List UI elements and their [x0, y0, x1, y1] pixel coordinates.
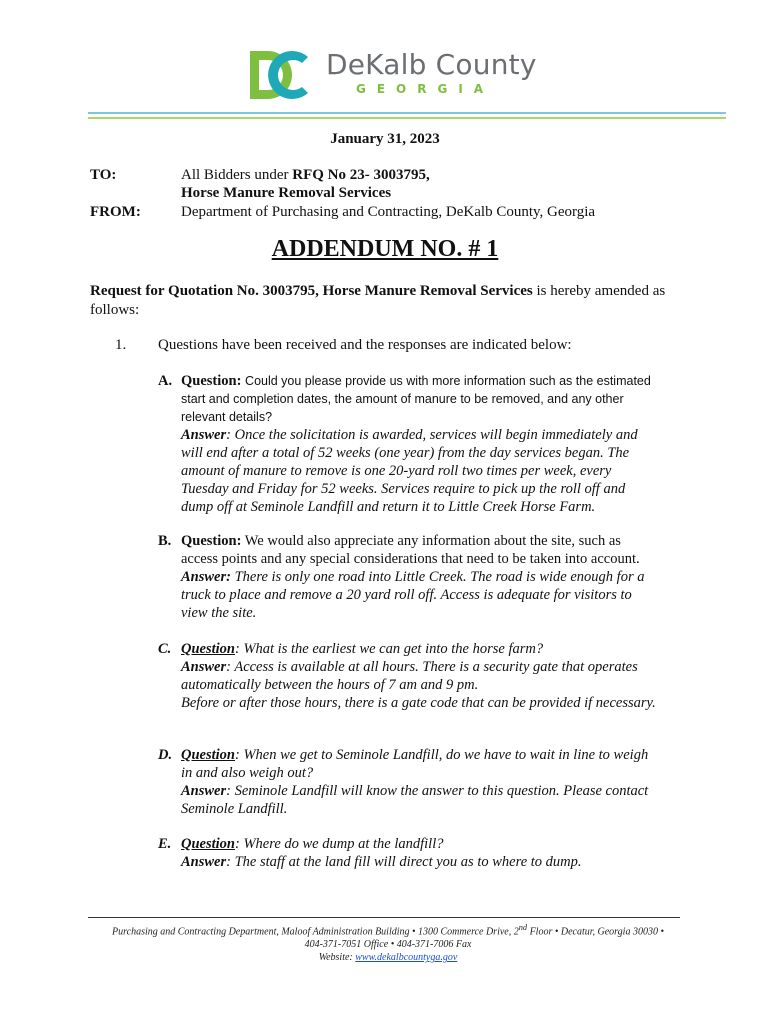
- from-value: Department of Purchasing and Contracting, DeKalb County, Georgia: [181, 204, 596, 220]
- answer-line: will end after a total of 52 weeks (one year) from the day services began. The: [181, 445, 630, 461]
- answer-line: : The staff at the land fill will direct you as to where to dump.: [226, 854, 582, 870]
- question-line: Could you please provide us with more information such as the estimated: [245, 374, 651, 388]
- answer-label: Answer:: [181, 569, 231, 585]
- answer-label: Answer: [181, 854, 227, 870]
- question-line: : When we get to Seminole Landfill, do we have to wait in line to weigh: [235, 747, 649, 763]
- qa-letter: C.: [158, 641, 172, 657]
- answer-label: Answer: [181, 427, 227, 443]
- logo-name: DeKalb County: [326, 48, 537, 81]
- addendum-title: ADDENDUM NO. # 1: [271, 236, 499, 262]
- question-label: Question:: [181, 373, 242, 389]
- footer-address-sup: nd: [518, 923, 528, 932]
- to-line-1-prefix: All Bidders under: [181, 167, 293, 183]
- footer-rule: [88, 917, 680, 918]
- logo-state: GEORGIA: [356, 82, 495, 96]
- question-line: We would also appreciate any information about the site, such as: [241, 533, 621, 549]
- question-line: : Where do we dump at the landfill?: [235, 836, 444, 852]
- from-label: FROM:: [90, 204, 141, 220]
- footer-address-a: Purchasing and Contracting Department, Maloof Administration Building • 1300 Commerce Drive, 2: [112, 926, 519, 938]
- qa-letter: E.: [158, 836, 172, 852]
- qa-item-c: [158, 640, 686, 712]
- to-line-2: Horse Manure Removal Services: [181, 185, 392, 201]
- footer-phone: 404-371-7051 Office • 404-371-7006 Fax: [304, 939, 472, 951]
- footer: [88, 921, 688, 964]
- answer-line: There is only one road into Little Creek. The road is wide enough for a: [230, 569, 645, 585]
- qa-item-d: [158, 746, 686, 818]
- question-line: : What is the earliest we can get into the horse farm?: [235, 641, 544, 657]
- dc-logo-icon: [248, 48, 312, 102]
- qa-item-a: [158, 372, 686, 516]
- answer-line: Seminole Landfill.: [181, 801, 288, 817]
- intro-paragraph: [90, 282, 690, 320]
- dekalb-county-logo: [248, 48, 538, 104]
- website-label: Website:: [318, 952, 356, 964]
- answer-line: : Once the solicitation is awarded, services will begin immediately and: [226, 427, 638, 443]
- answer-line: Before or after those hours, there is a gate code that can be provided if necessary.: [181, 695, 656, 711]
- answer-line: dump off at Seminole Landfill and return it to Little Creek Horse Farm.: [181, 499, 596, 515]
- footer-address: [88, 921, 688, 938]
- question-label: Question: [181, 747, 235, 763]
- question-line: in and also weigh out?: [181, 765, 314, 781]
- to-line-1: [181, 167, 430, 184]
- answer-line: : Seminole Landfill will know the answer to this question. Please contact: [226, 783, 649, 799]
- question-line: access points and any special considerations that need to be taken into account.: [181, 551, 640, 567]
- qa-item-b: [158, 532, 686, 622]
- website-link[interactable]: www.dekalbcountyga.gov: [355, 952, 458, 964]
- item-text: Questions have been received and the responses are indicated below:: [158, 337, 572, 353]
- header-rule-blue: [88, 112, 726, 114]
- question-label: Question: [181, 836, 235, 852]
- intro-rest: is hereby amended as follows:: [90, 283, 666, 318]
- answer-line: Tuesday and Friday for 52 weeks. Services require to pick up the roll off and: [181, 481, 626, 497]
- question-label: Question:: [181, 533, 242, 549]
- qa-letter: B.: [158, 533, 172, 549]
- question-line: start and completion dates, the amount of manure to be removed, and any other: [181, 392, 624, 406]
- header-rule-green: [88, 117, 726, 119]
- intro-bold: Request for Quotation No. 3003795, Horse Manure Removal Services: [90, 283, 533, 299]
- answer-line: truck to place and remove a 20 yard roll off. Access is adequate for visitors to: [181, 587, 632, 603]
- qa-letter: A.: [158, 373, 173, 389]
- footer-website: [88, 951, 688, 964]
- answer-label: Answer: [181, 783, 227, 799]
- question-label: Question: [181, 641, 235, 657]
- item-number: 1.: [115, 337, 127, 353]
- qa-letter: D.: [158, 747, 173, 763]
- footer-address-b: Floor • Decatur, Georgia 30030 •: [527, 926, 664, 938]
- answer-label: Answer: [181, 659, 227, 675]
- question-line: relevant details?: [181, 410, 273, 424]
- to-label: TO:: [90, 167, 117, 183]
- answer-line: automatically between the hours of 7 am and 9 pm.: [181, 677, 479, 693]
- answer-line: amount of manure to remove is one 20-yard roll two times per week, every: [181, 463, 612, 479]
- qa-item-e: [158, 835, 686, 871]
- answer-line: : Access is available at all hours. There is a security gate that operates: [226, 659, 638, 675]
- answer-line: view the site.: [181, 605, 257, 621]
- document-date: January 31, 2023: [330, 131, 440, 147]
- rfq-number: RFQ No 23- 3003795,: [292, 167, 430, 183]
